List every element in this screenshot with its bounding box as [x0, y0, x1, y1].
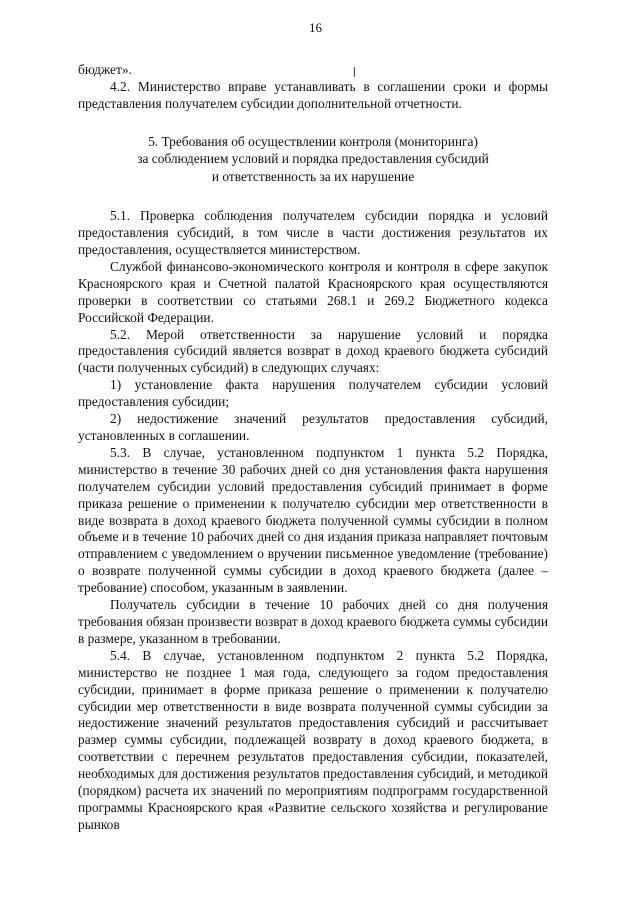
paragraph-5-2-item-1: 1) установление факта нарушения получателем субсидии условий предоставления субсидии;	[78, 377, 548, 410]
section-heading-line-3: и ответственность за их нарушение	[211, 168, 415, 184]
paragraph-5-3: 5.3. В случае, установленном подпунктом 1 пункта 5.2 Порядка, министерство в течение 30 рабочих дней со дня установления факта нарушения получателем субсидии условий предоставления субсидий принимает в форме приказа решение о применении к получателю субсидии мер ответственности в виде возврата в доход краевого бюджета полученной суммы субсидии в полном объеме и в течение 10 рабочих дней со дня издания приказа направляет почтовым отправлением с уведомлением о вручении письменное уведомление (требование) о возврате полученной суммы субсидии в доход краевого бюджета (далее – требование) способом, указанным в заявлении.	[78, 444, 548, 596]
section-heading-line-1: 5. Требования об осуществлении контроля (мониторинга)	[148, 133, 478, 149]
paragraph-4-2: 4.2. Министерство вправе устанавливать в соглашении сроки и формы представления получателем субсидии дополнительной отчетности.	[78, 78, 548, 111]
page-number: 16	[309, 20, 322, 35]
paragraph-5-1: 5.1. Проверка соблюдения получателем субсидии порядка и условий предоставления субсидий, в том числе в части достижения результатов их предоставления, осуществляется министерством.	[78, 208, 548, 258]
paragraph-refund-obligation: Получатель субсидии в течение 10 рабочих дней со дня получения требования обязан произвести возврат в доход краевого бюджета суммы субсидии в размере, указанном в требовании.	[78, 597, 548, 646]
section-5-heading	[78, 133, 548, 186]
section-heading-line-2: за соблюдением условий и порядка предоставления субсидий	[137, 151, 489, 167]
paragraph-5-2-item-2: 2) недостижение значений результатов предоставления субсидий, установленных в соглашении.	[78, 411, 548, 443]
paragraph-continuation: бюджет».	[78, 62, 132, 77]
document-body	[78, 62, 548, 834]
paragraph-5-2: 5.2. Мерой ответственности за нарушение условий и порядка предоставления субсидий является возврат в доход краевого бюджета субсидий (части полученных субсидий) в следующих случаях:	[78, 326, 548, 376]
paragraph-5-4: 5.4. В случае, установленном подпунктом 2 пункта 5.2 Порядка, министерство не позднее 1 мая года, следующего за годом предоставления субсидии, принимает в форме приказа решение о применении к получателю субсидии мер ответственности в виде возврата полученной суммы субсидии за недостижение значений результатов предоставления субсидий и рассчитывает размер суммы субсидии, подлежащей возврату в доход краевого бюджета, в соответствии с перечнем результатов предоставления субсидии, показателей, необходимых для достижения результатов предоставления субсидий, и методикой (порядком) расчета их значений по мероприятиям подпрограмм государственной программы Красноярского края «Развитие сельского хозяйства и регулирование рынков	[78, 647, 548, 832]
paragraph-control-service: Службой финансово-экономического контроля и контроля в сфере закупок Красноярского края и Счетной палатой Красноярского края осуществляются проверки в соответствии со статьями 268.1 и 269.2 Бюджетного кодекса Российской Федерации.	[78, 258, 548, 325]
